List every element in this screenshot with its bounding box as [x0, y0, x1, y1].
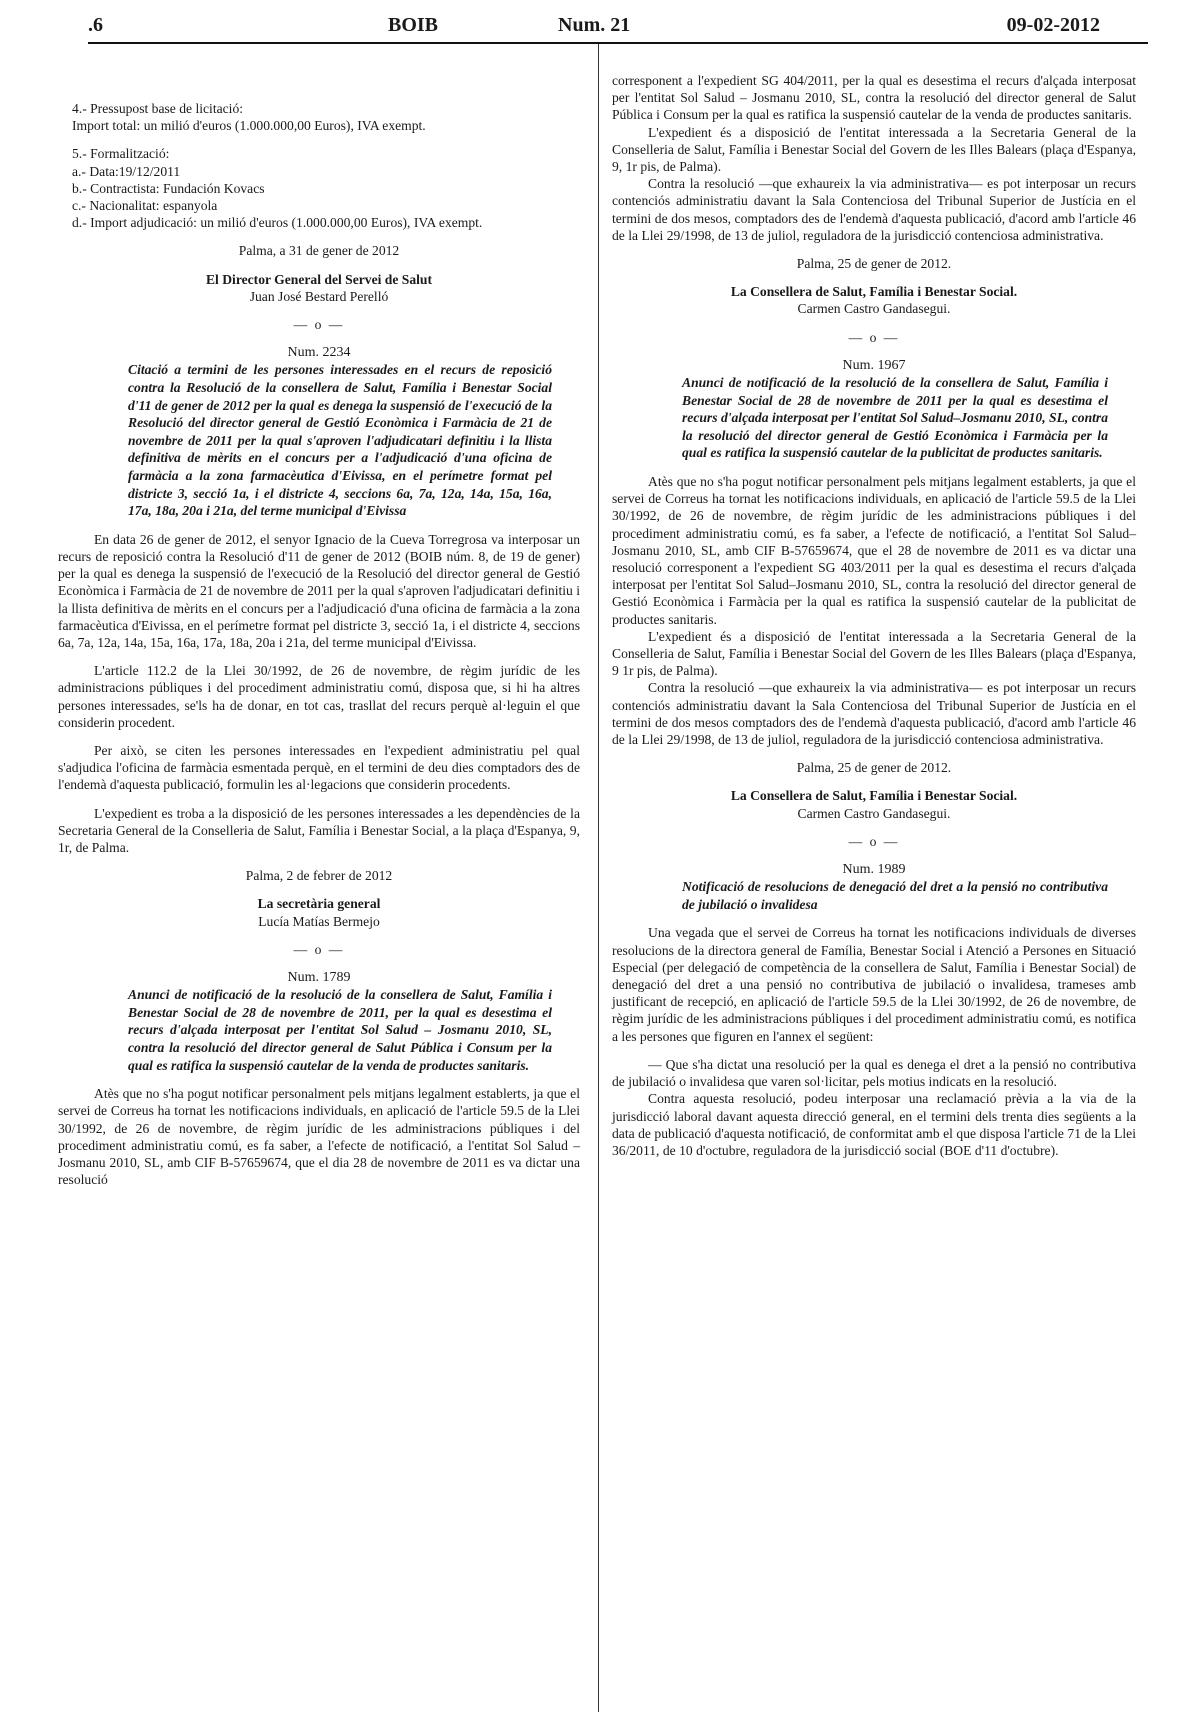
text-line: 5.- Formalització:: [72, 146, 170, 162]
page-header: [88, 12, 1148, 44]
section-separator: — o —: [848, 833, 900, 849]
paragraph: L'expedient és a disposició de l'entitat interessada a la Secretaria General de la Conselleria de Salut, Família i Benestar Social del Govern de les Illes Balears (plaça d'Espanya, 9, 1r pis, de Palma).: [612, 124, 1136, 175]
signer-title: El Director General del Servei de Salut: [205, 271, 433, 287]
text-line: c.- Nacionalitat: espanyola: [72, 198, 218, 214]
paragraph: L'article 112.2 de la Llei 30/1992, de 26 de novembre, de règim jurídic de les administracions públiques i del procediment administratiu comú, disposa que, si hi ha altres persones interessades, se'ls ha de donar, en tot cas, trasllat del recurs perquè al·leguin el que considerin procedent.: [58, 663, 580, 730]
signer-title: La Consellera de Salut, Família i Benestar Social.: [730, 284, 1018, 300]
signer-title: La Consellera de Salut, Família i Benestar Social.: [730, 788, 1018, 804]
paragraph: Atès que no s'ha pogut notificar personalment pels mitjans legalment establerts, ja que el servei de Correus ha tornat les notificacions individuals, en aplicació de l'article 59.5 de la Llei 30/1992, de 26 de novembre, de règim jurídic de les administracions públiques i del procediment administratiu comú, es fa saber, a l'efecte de notificació, a l'entitat Sol Salud – Josmanu 2010, SL, amb CIF B-57659674, que el dia 28 de novembre de 2011 es va dictar una resolució: [58, 1086, 580, 1188]
signer-name: Carmen Castro Gandasegui.: [797, 805, 951, 821]
announcement-title: Notificació de resolucions de denegació del dret a la pensió no contributiva de jubilació o invalidesa: [682, 879, 1108, 912]
column-divider: [598, 44, 599, 1712]
paragraph: Atès que no s'ha pogut notificar personalment pels mitjans legalment establerts, ja que el servei de Correus ha tornat les notificacions individuals, en aplicació de l'article 59.5 de la Llei 30/1992, de 26 de novembre, de règim jurídic de les administracions públiques i del procediment administratiu comú, es fa saber, a l'efecte de notificació, a l'entitat Sol Salud–Josmanu 2010, SL, amb CIF B-57659674, que el 28 de novembre de 2011 es va dictar una resolució corresponent a l'expedient SG 403/2011 per la qual es desestima el recurs d'alçada interposat per l'entitat Sol Salud–Josmanu 2010, SL, contra la resolució del director general de Gestió Econòmica i Farmàcia per la qual es ratifica la suspensió cautelar de la publicitat de productes sanitaris.: [612, 474, 1136, 627]
signer-name: Juan José Bestard Perelló: [249, 288, 389, 304]
paragraph: En data 26 de gener de 2012, el senyor Ignacio de la Cueva Torregrosa va interposar un recurs de reposició contra la Resolució d'11 de gener de 2012 (BOIB núm. 8, de 19 de gener) per la qual es denega la suspensió de l'execució de la Resolució del director general de Gestió Econòmica i Farmàcia de 21 de novembre de 2011 per la qual s'aproven l'adjudicatari definitiu i la llista definitiva de mèrits en el concurs per a l'adjudicació d'una oficina de farmàcia a la zona farmacèutica d'Eivissa, en el perímetre format pel districte 3, secció 1a, i el districte 4, seccions 6a, 7a, 12a, 14a, 15a, 16a, 17a, 18a, 20a i 21a, del terme municipal d'Eivissa.: [58, 531, 580, 650]
announcement-title: Anunci de notificació de la resolució de la consellera de Salut, Família i Benestar Social de 28 de novembre de 2011 per la qual es desestima el recurs d'alçada interposat per l'entitat Sol Salud–Josmanu 2010, SL, contra la resolució del director general de Gestió Econòmica i Farmàcia per la qual es ratifica la suspensió cautelar de la publicitat de productes sanitaris.: [682, 375, 1108, 461]
paragraph: Contra aquesta resolució, podeu interposar una reclamació prèvia a la via de la jurisdicció laboral davant aquesta direcció general, en el termini dels trenta dies següents a la data de publicació d'aquesta notificació, de conformitat amb el que disposa l'article 71 de la Llei 36/2011, de 10 d'octubre, reguladora de la jurisdicció social (BOE d'11 d'octubre).: [612, 1091, 1136, 1158]
issue-date: 09-02-2012: [1006, 14, 1100, 36]
paragraph: — Que s'ha dictat una resolució per la qual es denega el dret a la pensió no contributiva de jubilació o invalidesa que varen sol·licitar, pels motius indicats en la resolució.: [612, 1056, 1136, 1090]
text-line: d.- Import adjudicació: un milió d'euros (1.000.000,00 Euros), IVA exempt.: [72, 215, 483, 231]
place-date: Palma, 2 de febrer de 2012: [245, 868, 393, 884]
paragraph: Contra la resolució —que exhaureix la via administrativa— es pot interposar un recurs contenciós administratiu davant la Sala Contenciosa del Tribunal Superior de Justícia en el termini de dos mesos comptadors des de l'endemà d'aquesta publicació, d'acord amb l'article 46 de la Llei 29/1998, de 13 de juliol, reguladora de la jurisdicció contenciosa administrativa.: [612, 680, 1136, 748]
announcement-number: Num. 1989: [842, 862, 906, 878]
section-separator: — o —: [293, 941, 345, 957]
place-date: Palma, 25 de gener de 2012.: [796, 256, 952, 272]
left-column: [58, 100, 580, 1188]
paragraph: corresponent a l'expedient SG 404/2011, per la qual es desestima el recurs d'alçada interposat per l'entitat Sol Salud – Josmanu 2010, SL, contra la resolució del director general de Salut Pública i Consum per la qual es ratifica la suspensió cautelar de la venda de productes sanitaris.: [612, 73, 1136, 123]
text-line: b.- Contractista: Fundación Kovacs: [72, 180, 265, 196]
paragraph: Una vegada que el servei de Correus ha tornat les notificacions individuals de diverses resolucions de la directora general de Família, Benestar Social i Atenció a Persones en Situació Especial (per delegació de competència de la consellera de Salut, Família i Benestar Social) de denegació del dret a una pensió no contributiva de jubilació o invalidesa, trameses amb justificant de recepció, en aplicació de l'article 59.5 de la Llei 30/1992, de 26 de novembre, de règim jurídic de les administracions públiques i del procediment administratiu comú, es notifica a les persones que figuren en l'annex el següent:: [612, 925, 1136, 1044]
paragraph: Contra la resolució —que exhaureix la via administrativa— es pot interposar un recurs contenciós administratiu davant la Sala Contenciosa del Tribunal Superior de Justícia en el termini de dos mesos, comptadors des de l'endemà d'aquesta publicació, d'acord amb l'article 46 de la Llei 29/1998, de 13 de juliol, reguladora de la jurisdicció contenciosa administrativa.: [612, 176, 1136, 243]
text-line: a.- Data:19/12/2011: [72, 163, 181, 179]
place-date: Palma, 25 de gener de 2012.: [796, 760, 952, 776]
section-separator: — o —: [848, 329, 900, 345]
journal-name: BOIB: [388, 14, 439, 36]
text-line: Import total: un milió d'euros (1.000.000,00 Euros), IVA exempt.: [72, 118, 426, 134]
paragraph: Per això, se citen les persones interessades en l'expedient administratiu pel qual s'adjudica l'oficina de farmàcia esmentada perquè, en el termini de deu dies comptadors des de l'endemà d'aquesta publicació, formulin les al·legacions que considerin procedents.: [58, 743, 580, 793]
paragraph: L'expedient es troba a la disposició de les persones interessades a les dependències de la Secretaria General de la Conselleria de Salut, Família i Benestar Social, a la plaça d'Espanya, 9, 1r, de Palma.: [58, 805, 580, 856]
announcement-title: Anunci de notificació de la resolució de la consellera de Salut, Família i Benestar Social de 28 de novembre de 2011, per la qual es desestima el recurs d'alçada interposat per l'entitat Sol Salud – Josmanu 2010, SL, contra la resolució del director general de Salut Pública i Consum per la qual es ratifica la suspensió cautelar de la venda de productes sanitaris.: [128, 987, 552, 1073]
announcement-number: Num. 1789: [287, 970, 351, 986]
issue-number: Num. 21: [558, 14, 631, 36]
text-line: 4.- Pressupost base de licitació:: [72, 101, 244, 116]
signer-title: La secretària general: [257, 896, 381, 912]
paragraph: L'expedient és a disposició de l'entitat interessada a la Secretaria General de la Conselleria de Salut, Família i Benestar Social del Govern de les Illes Balears (plaça d'Espanya, 9 1r pis, de Palma).: [612, 628, 1136, 679]
signer-name: Carmen Castro Gandasegui.: [797, 301, 951, 317]
place-date: Palma, a 31 de gener de 2012: [238, 243, 400, 259]
announcement-number: Num. 1967: [842, 357, 906, 373]
signer-name: Lucía Matías Bermejo: [258, 913, 380, 929]
section-separator: — o —: [293, 317, 345, 333]
page-number: .6: [88, 14, 103, 36]
announcement-title: Citació a termini de les persones interessades en el recurs de reposició contra la Resolució de la consellera de Salut, Família i Benestar Social d'11 de gener de 2012 per la qual es denega la suspensió de l'execució de la Resolució del director general de Gestió Econòmica i Farmàcia de 21 de novembre de 2011 per la qual s'aproven l'adjudicatari definitiu i la llista definitiva de mèrits en el concurs per a l'adjudicació d'una oficina de farmàcia a la zona farmacèutica d'Eivissa, en el perímetre format pel districte 3, secció 1a, i el districte 4, seccions 6a, 7a, 12a, 14a, 15a, 16a, 17a, 18a, 20a i 21a, del terme municipal d'Eivissa: [128, 362, 552, 519]
right-column: [612, 72, 1136, 1159]
announcement-number: Num. 2234: [287, 345, 351, 361]
